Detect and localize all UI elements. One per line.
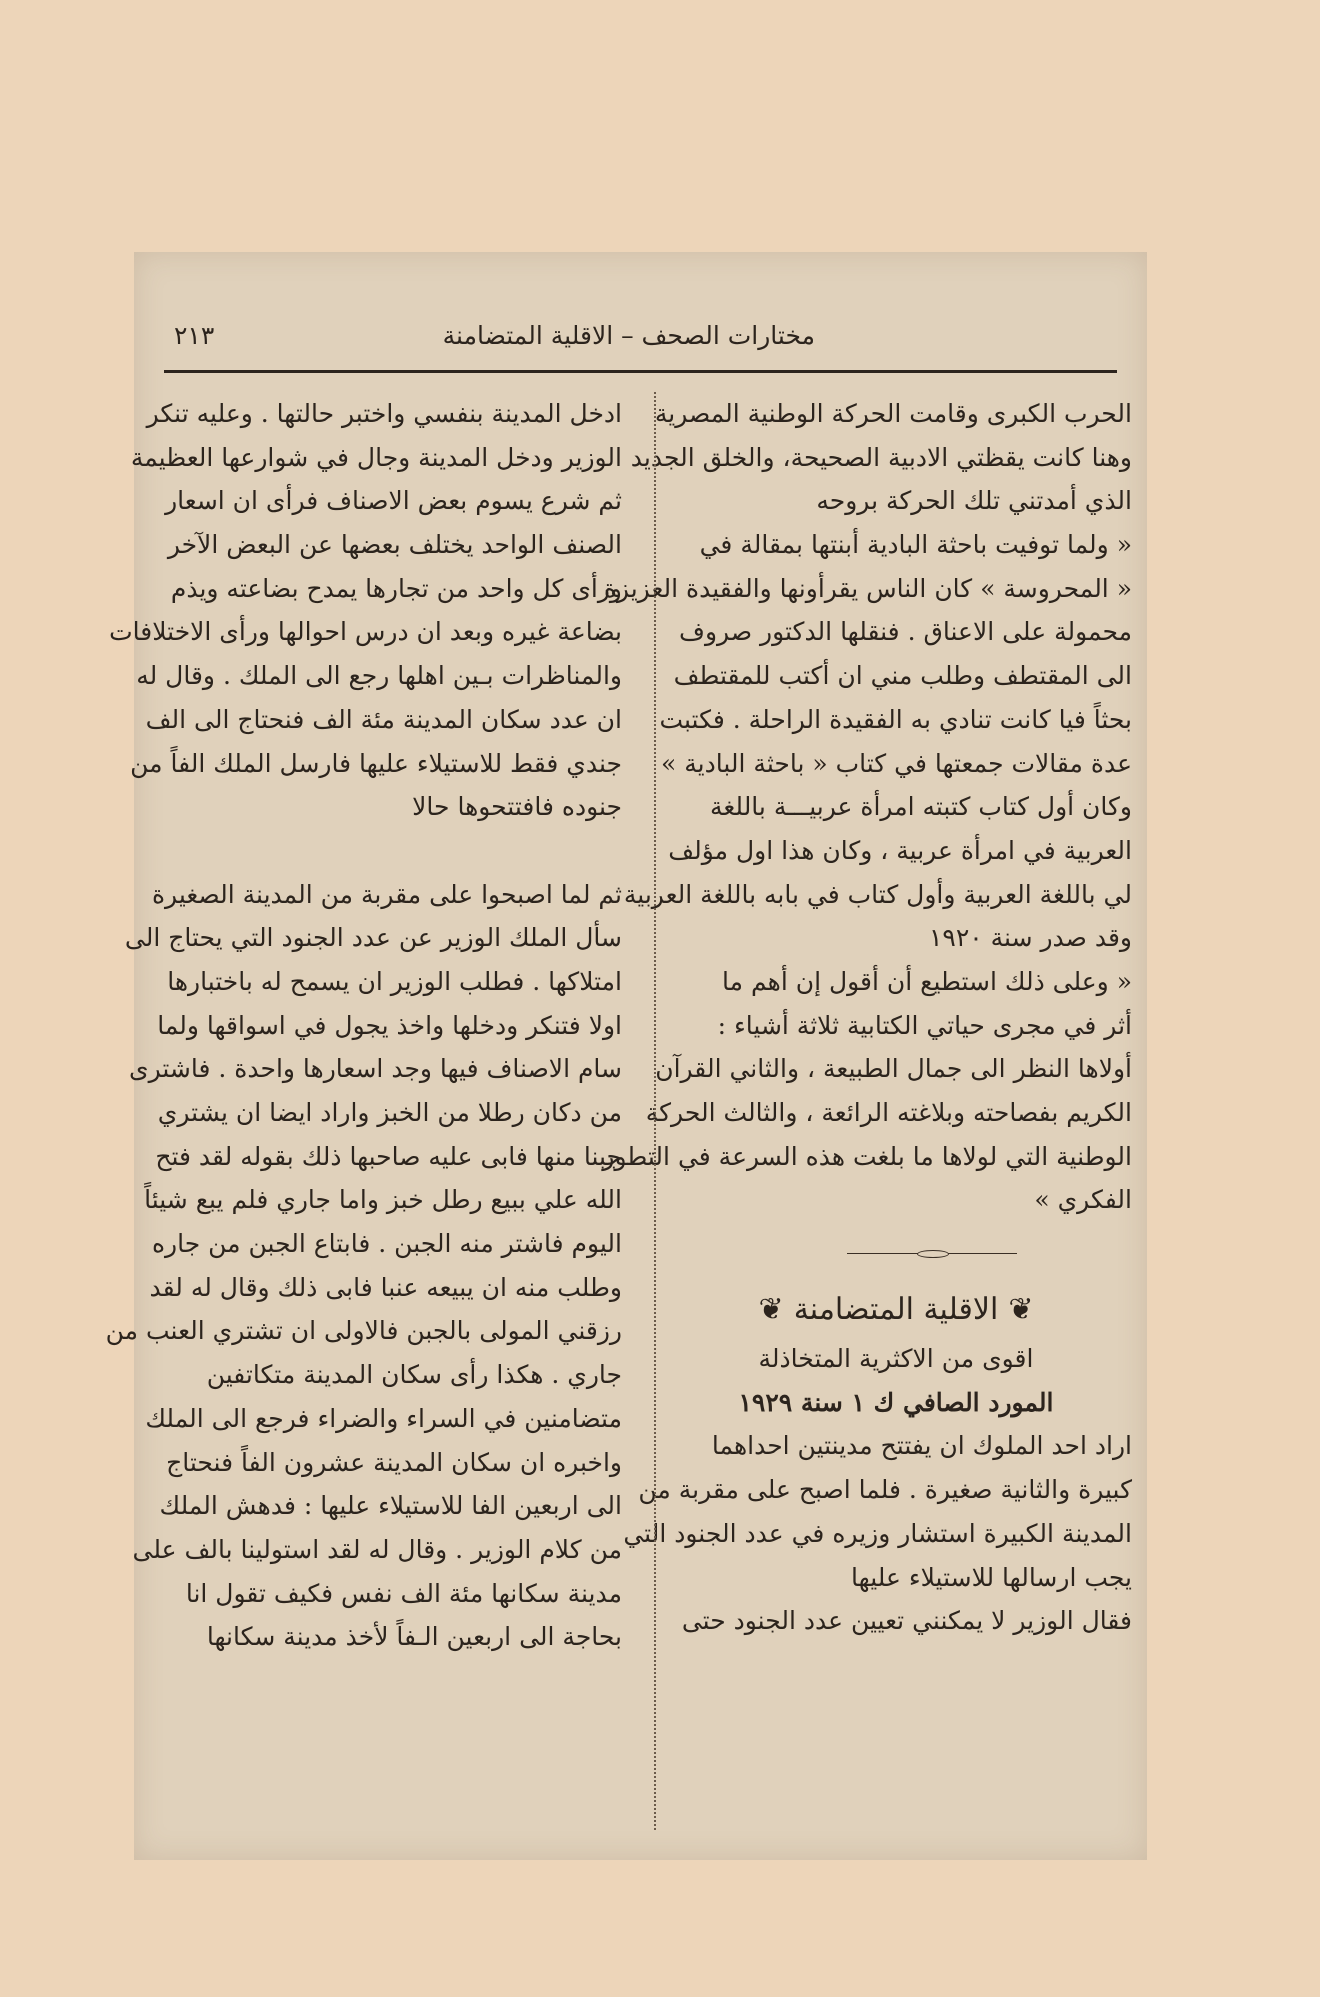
text-line: مدينة سكانها مئة الف نفس فكيف تقول انا [185, 1578, 622, 1608]
floral-ornament-icon: ❦ [758, 1292, 784, 1328]
text-line: اليوم فاشتر منه الجبن . فابتاع الجبن من جاره [151, 1229, 622, 1259]
book-page [105, 252, 1147, 1860]
text-line: المدينة الكبيرة استشار وزيره في عدد الجنود التي [623, 1518, 1132, 1548]
text-line: أولاها النظر الى جمال الطبيعة ، والثاني القرآن [655, 1054, 1132, 1084]
text-line: الذي أمدتني تلك الحركة بروحه [816, 486, 1132, 516]
text-line: بحثاً فيا كانت تنادي به الفقيدة الراحلة . فكتبت [659, 704, 1132, 734]
text-line: وهنا كانت يقظتي الادبية الصحيحة، والخلق الجديد [630, 442, 1132, 472]
page-number: ٢١٣ [174, 321, 215, 350]
text-line: وطلب منه ان يبيعه عنبا فابى ذلك وقال له لقد [149, 1272, 622, 1302]
floral-ornament-icon: ❦ [1008, 1292, 1034, 1328]
ornament-divider [660, 1222, 1132, 1282]
text-line: الى اربعين الفا للاستيلاء عليها : فدهش الملك [159, 1491, 622, 1521]
text-line: جبنا منها فابى عليه صاحبها ذلك بقوله لقد فتح [155, 1141, 622, 1171]
text-line: بحاجة الى اربعين الـفاً لأخذ مدينة سكانها [206, 1622, 622, 1652]
text-line: « المحروسة » كان الناس يقرأونها والفقيدة العزيزة [603, 573, 1132, 603]
text-line: جندي فقط للاستيلاء عليها فارسل الملك الفاً من [130, 748, 622, 778]
text-line: الى المقتطف وطلب مني ان أكتب للمقتطف [673, 661, 1132, 691]
left-column-text-b [105, 873, 622, 1659]
text-line: اولا فتنكر ودخلها واخذ يجول في اسواقها ولما [157, 1010, 622, 1040]
section-title: الاقلية المتضامنة [793, 1292, 999, 1328]
running-title: مختارات الصحف – الاقلية المتضامنة [442, 321, 815, 350]
text-line: الله علي ببيع رطل خبز واما جاري فلم يبع شيئاً [144, 1185, 622, 1215]
text-line: سام الاصناف فيها وجد اسعارها واحدة . فاشترى [129, 1054, 622, 1084]
text-line: كبيرة والثانية صغيرة . فلما اصبح على مقربة من [638, 1475, 1132, 1505]
text-line: جاري . هكذا رأى سكان المدينة متكاتفين [206, 1360, 622, 1390]
text-line: واخبره ان سكان المدينة عشرون الفاً فنحتاج [166, 1447, 622, 1477]
text-line: بضاعة غيره وبعد ان درس احوالها ورأى الاختلافات [109, 617, 622, 647]
ornament-line-icon [847, 1250, 1017, 1258]
header-rule [164, 370, 1117, 373]
text-line: « وعلى ذلك استطيع أن أقول إن أهم ما [722, 966, 1132, 996]
text-line: الصنف الواحد يختلف بعضها عن البعض الآخر [167, 530, 622, 560]
text-line: عدة مقالات جمعتها في كتاب « باحثة البادية » [661, 748, 1132, 778]
text-line: من دكان رطلا من الخبز واراد ايضا ان يشتري [157, 1098, 622, 1127]
text-line: ثم لما اصبحوا على مقربة من المدينة الصغيرة [151, 879, 622, 909]
text-line: الفكري » [1034, 1185, 1132, 1215]
section-heading [660, 1282, 1132, 1337]
text-line: الوزير ودخل المدينة وجال في شوارعها العظيمة [130, 442, 622, 472]
text-line: وقد صدر سنة ١٩٢٠ [928, 923, 1132, 953]
paragraph-gap [164, 829, 622, 873]
text-line: والمناظرات بـين اهلها رجع الى الملك . وقال له [136, 661, 622, 691]
right-column-text [602, 392, 1132, 1222]
text-line: ثم شرع يسوم بعض الاصناف فرأى ان اسعار [165, 486, 622, 516]
text-line: سأل الملك الوزير عن عدد الجنود التي يحتاج الى [124, 923, 622, 953]
text-line: أثر في مجرى حياتي الكتابية ثلاثة أشياء : [717, 1010, 1132, 1040]
column-divider [654, 392, 656, 1830]
section-source: المورد الصافي ك ١ سنة ١٩٢٩ [738, 1387, 1054, 1417]
text-line: يجب ارسالها للاستيلاء عليها [851, 1562, 1132, 1592]
text-line: « ولما توفيت باحثة البادية أبنتها بمقالة في [699, 530, 1132, 560]
text-line: العربية في امرأة عربية ، وكان هذا اول مؤلف [668, 835, 1132, 865]
text-line: رزقني المولى بالجبن فالاولى ان تشتري العنب من [105, 1316, 622, 1346]
right-column [602, 392, 1132, 1643]
left-column-text-a [109, 392, 622, 829]
text-line: اراد احد الملوك ان يفتتح مدينتين احداهما [711, 1431, 1132, 1461]
left-column [105, 392, 622, 1659]
text-line: وكان أول كتاب كتبته امرأة عربيـــة باللغة [709, 792, 1132, 822]
text-line: متضامنين في السراء والضراء فرجع الى الملك [145, 1403, 622, 1433]
running-header [164, 316, 1117, 356]
text-line: ادخل المدينة بنفسي واختبر حالتها . وعليه تنكر [146, 399, 622, 428]
section-subtitle: اقوى من الاكثرية المتخاذلة [758, 1344, 1034, 1374]
section-body [623, 1424, 1132, 1642]
text-line: لي باللغة العربية وأول كتاب في بابه باللغة العربية [623, 879, 1132, 909]
text-line: جنوده فافتتحوها حالا [412, 792, 622, 822]
text-line: ان عدد سكان المدينة مئة الف فنحتاج الى الف [145, 704, 622, 734]
text-line: امتلاكها . فطلب الوزير ان يسمح له باختبارها [167, 966, 622, 996]
text-line: من كلام الوزير . وقال له لقد استولينا بالف على [132, 1534, 622, 1564]
text-line: الوطنية التي لولاها ما بلغت هذه السرعة في التطور [602, 1141, 1132, 1171]
text-line: الكريم بفصاحته وبلاغته الرائعة ، والثالث الحركة [645, 1098, 1132, 1127]
text-line: محمولة على الاعناق . فنقلها الدكتور صروف [679, 617, 1132, 647]
text-line: فقال الوزير لا يمكنني تعيين عدد الجنود حتى [681, 1606, 1132, 1636]
text-line: الحرب الكبرى وقامت الحركة الوطنية المصرية [654, 399, 1132, 428]
text-line: ورأى كل واحد من تجارها يمدح بضاعته ويذم [170, 573, 622, 603]
